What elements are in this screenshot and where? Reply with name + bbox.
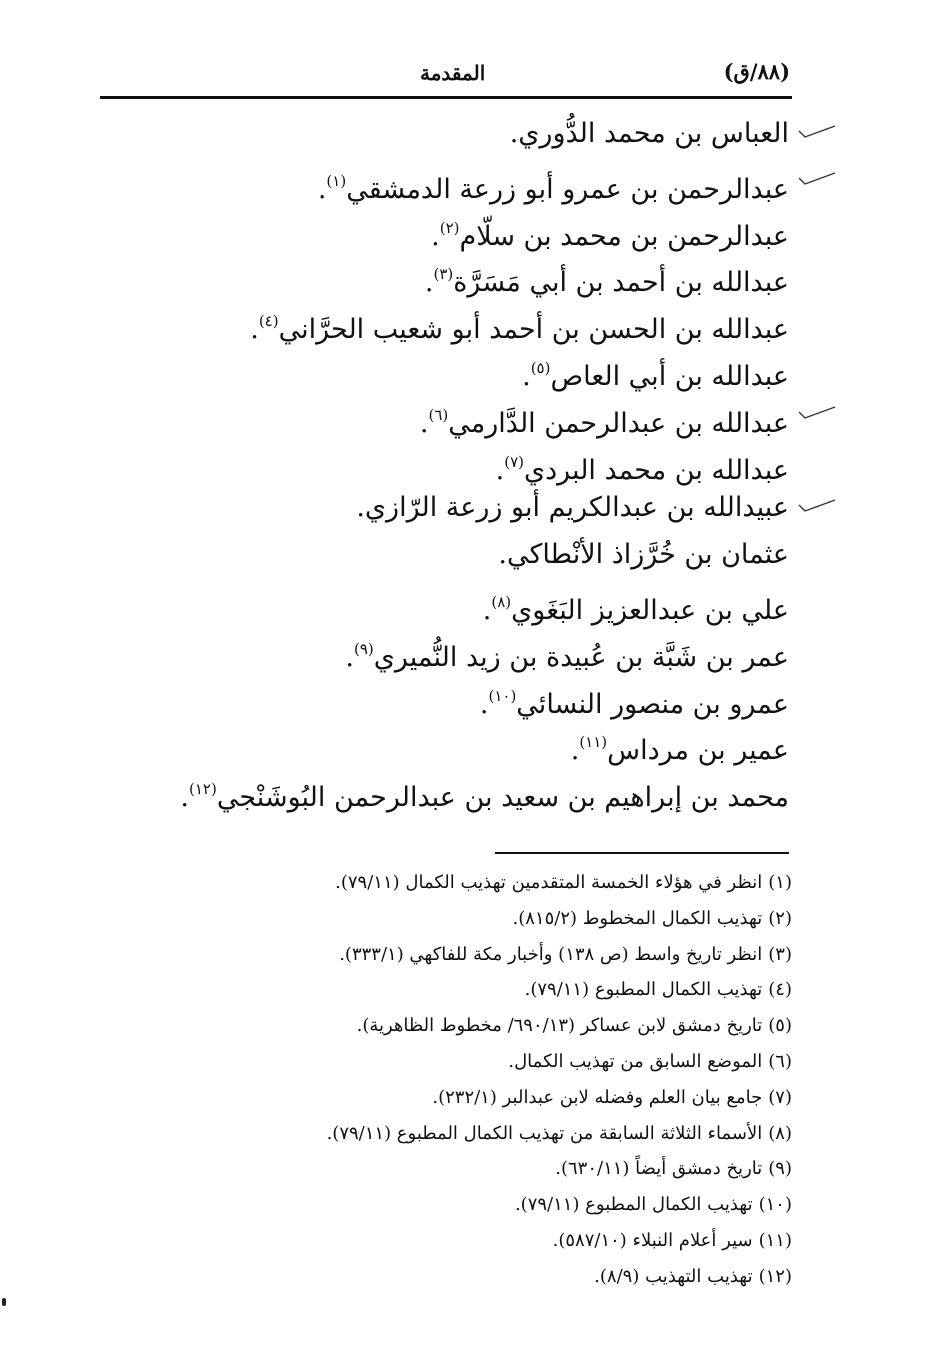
checkmark-icon [797, 122, 837, 142]
footnote-marker: (٢) [439, 218, 460, 237]
end-period: . [522, 360, 531, 392]
end-period: . [570, 735, 580, 767]
footnote-marker: (١٢) [189, 780, 217, 799]
footnote-item [192, 973, 792, 1009]
name-entry [149, 206, 789, 253]
footnote-item [192, 938, 792, 974]
footnote-number: (٥) [768, 1015, 792, 1037]
name-entry [149, 252, 789, 299]
checkmark-icon [797, 496, 837, 516]
footnote-text: تهذيب الكمال المطبوع (٧٩/١١). [524, 979, 763, 1001]
footnote-number: (٤) [768, 979, 792, 1001]
footnote-number: (٧) [768, 1086, 792, 1108]
name-entry [149, 486, 789, 533]
footnote-number: (٦) [768, 1050, 792, 1072]
footnote-text: الأسماء الثلاثة السابقة من تهذيب الكمال المطبوع (٧٩/١١). [326, 1122, 763, 1144]
end-period: . [250, 314, 259, 346]
footnote-text: تاريخ دمشق لابن عساكر (٦٩٠/١٣/ مخطوط الظاهرية). [356, 1015, 763, 1037]
footnote-item [192, 1152, 792, 1188]
end-period: . [495, 454, 505, 486]
footnote-marker: (٤) [258, 312, 279, 331]
name-text: علي بن عبدالعزيز البَغَوي [511, 594, 789, 626]
footnote-marker: (٨) [491, 592, 512, 611]
checkmark-icon [797, 403, 837, 423]
name-entry [149, 112, 789, 159]
name-entry [149, 580, 789, 627]
footnote-number: (٢) [768, 907, 792, 929]
name-text: عمرو بن منصور النسائي [516, 688, 789, 720]
footnote-text: سير أعلام النبلاء (٥٨٧/١٠). [552, 1229, 753, 1251]
name-text: عبدالله بن عبدالرحمن الدَّارمي [448, 407, 789, 439]
footnote-text: جامع بيان العلم وفضله لابن عبدالبر (٢٣٢/١). [432, 1086, 763, 1108]
footnote-number: (٨) [768, 1122, 792, 1144]
footnote-marker: (١١) [579, 733, 608, 752]
footnote-number: (٣) [768, 943, 792, 965]
footnote-marker: (١٠) [488, 686, 517, 705]
name-entry [149, 346, 789, 393]
footnote-item [192, 1009, 792, 1045]
name-entry [149, 720, 789, 767]
page-header [100, 55, 790, 95]
end-period: . [317, 173, 327, 205]
footnote-text: الموضع السابق من تهذيب الكمال. [508, 1050, 763, 1072]
header-rule [100, 96, 792, 99]
names-list [149, 112, 789, 814]
name-entry [149, 159, 789, 206]
footnote-item [192, 866, 792, 902]
footnote-number: (٩) [768, 1158, 792, 1180]
name-text: محمد بن إبراهيم بن سعيد بن عبدالرحمن البُوشَنْجي [216, 782, 789, 814]
footnote-text: انظر تاريخ واسط (ص ١٣٨) وأخبار مكة للفاكهي (٣٣٣/١). [339, 943, 763, 965]
checkmark-icon [797, 169, 837, 189]
name-entry [149, 299, 789, 346]
footnote-marker: (١) [326, 171, 347, 190]
footnote-marker: (٣) [433, 265, 454, 284]
end-period: . [424, 267, 434, 299]
footnote-number: (١١) [758, 1229, 792, 1251]
name-text: عمر بن شَبَّة بن عُبيدة بن زيد النُّميري [373, 641, 789, 673]
footnote-marker: (٦) [428, 405, 449, 424]
page-reference: (٨٨/ق) [723, 59, 790, 84]
footnote-item [192, 1188, 792, 1224]
footnote-text: تهذيب التهذيب (٨/٩). [594, 1265, 753, 1287]
name-entry [149, 627, 789, 674]
footnote-marker: (٩) [353, 639, 374, 658]
end-period: . [482, 594, 492, 626]
footnote-text: تاريخ دمشق أيضاً (٦٣٠/١١). [555, 1158, 763, 1180]
name-text: عبدالله بن أبي العاص [550, 360, 789, 392]
name-text: عبدالله بن الحسن بن أحمد أبو شعيب الحرَّاني [278, 314, 789, 346]
end-period: . [431, 220, 440, 252]
footnote-item [192, 1117, 792, 1153]
footnote-item [192, 1260, 792, 1296]
name-text: العباس بن محمد الدُّوري. [509, 118, 789, 149]
name-entry [149, 440, 789, 487]
end-period: . [419, 407, 429, 439]
name-text: عثمان بن خُرَّزاذ الأنْطاكي. [498, 539, 789, 571]
footnote-text: انظر في هؤلاء الخمسة المتقدمين تهذيب الكمال (٧٩/١١). [335, 872, 763, 893]
section-title: المقدمة [420, 61, 486, 85]
footnote-item [192, 1081, 792, 1117]
footnote-rule [495, 852, 789, 854]
end-period: . [479, 688, 489, 720]
footnote-number: (١٢) [758, 1265, 792, 1287]
footnote-item [192, 1045, 792, 1081]
footnote-text: تهذيب الكمال المخطوط (٨١٥/٢). [512, 907, 763, 929]
end-period: . [345, 641, 354, 673]
footnotes-list [192, 866, 792, 1296]
end-period: . [180, 782, 190, 814]
name-text: عبدالرحمن بن عمرو أبو زرعة الدمشقي [346, 173, 789, 205]
name-text: عبيدالله بن عبدالكريم أبو زرعة الرّازي. [356, 492, 789, 524]
name-text: عبدالرحمن بن محمد بن سلّام [459, 220, 789, 252]
footnote-item [192, 902, 792, 938]
name-text: عبدالله بن أحمد بن أبي مَسَرَّة [453, 267, 789, 299]
footnote-number: (١) [768, 872, 792, 893]
footnote-item [192, 1224, 792, 1260]
footnote-number: (١٠) [758, 1194, 792, 1216]
footnote-marker: (٥) [530, 358, 551, 377]
name-text: عمير بن مرداس [607, 735, 789, 767]
scan-speck [2, 1298, 6, 1306]
name-entry [149, 674, 789, 721]
name-entry [149, 533, 789, 580]
footnote-text: تهذيب الكمال المطبوع (٧٩/١١). [514, 1194, 753, 1216]
name-entry [149, 393, 789, 440]
name-text: عبدالله بن محمد البردي [524, 454, 789, 486]
footnote-marker: (٧) [504, 452, 524, 471]
name-entry [149, 767, 789, 814]
